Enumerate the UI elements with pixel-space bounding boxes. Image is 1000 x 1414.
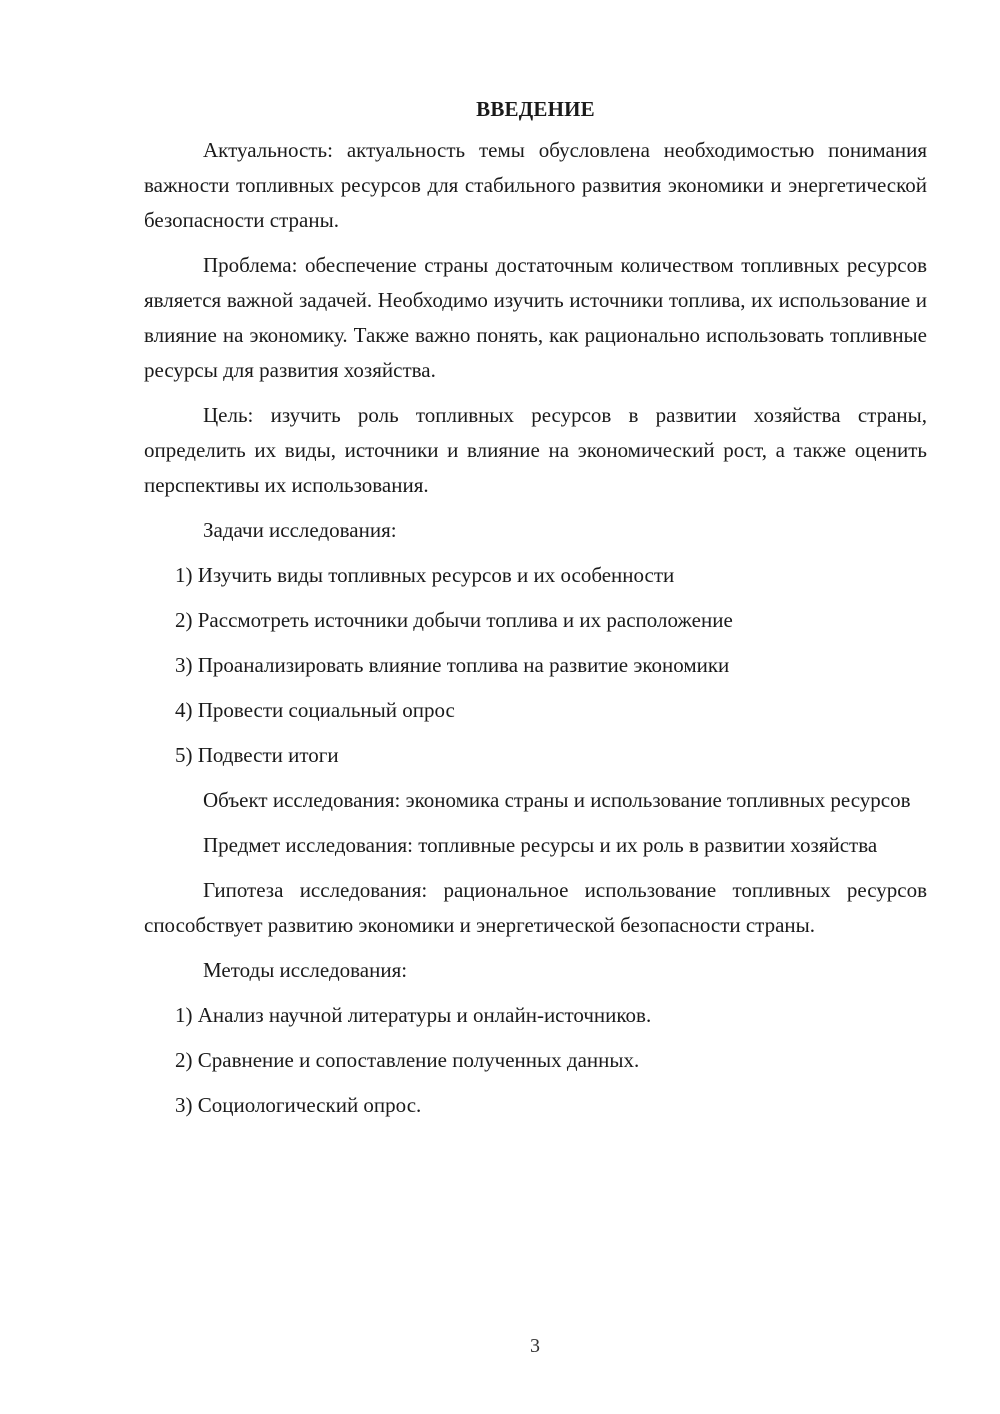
methods-list (144, 998, 927, 1123)
task-item: 2) Рассмотреть источники добычи топлива и их расположение (175, 608, 733, 632)
method-item: 2) Сравнение и сопоставление полученных данных. (175, 1048, 640, 1072)
task-item: 1) Изучить виды топливных ресурсов и их особенности (175, 563, 675, 587)
tasks-heading: Задачи исследования: (203, 518, 397, 542)
goal-paragraph: Цель: изучить роль топливных ресурсов в развитии хозяйства страны, определить их виды, источники и влияние на экономический рост, а также оценить перспективы их использования. (144, 403, 927, 497)
method-item: 3) Социологический опрос. (175, 1093, 422, 1117)
methods-heading: Методы исследования: (203, 958, 408, 982)
task-item: 3) Проанализировать влияние топлива на развитие экономики (175, 653, 730, 677)
problem-paragraph: Проблема: обеспечение страны достаточным количеством топливных ресурсов является важной задачей. Необходимо изучить источники топлива, их использование и влияние на экономику. Также важно понять, как рационально использовать топливные ресурсы для развития хозяйства. (144, 253, 927, 382)
tasks-list (144, 558, 927, 773)
task-item: 5) Подвести итоги (175, 743, 339, 767)
hypothesis-paragraph: Гипотеза исследования: рациональное использование топливных ресурсов способствует развитию экономики и энергетической безопасности страны. (144, 878, 927, 937)
page-number: 3 (530, 1335, 540, 1357)
task-item: 4) Провести социальный опрос (175, 698, 455, 722)
method-item: 1) Анализ научной литературы и онлайн-источников. (175, 1003, 652, 1027)
page-content (144, 92, 927, 1133)
object-paragraph: Объект исследования: экономика страны и использование топливных ресурсов (203, 788, 911, 812)
relevance-paragraph: Актуальность: актуальность темы обусловлена необходимостью понимания важности топливных ресурсов для стабильного развития экономики и энергетической безопасности страны. (144, 138, 927, 232)
section-title: ВВЕДЕНИЕ (476, 97, 595, 121)
subject-paragraph: Предмет исследования: топливные ресурсы и их роль в развитии хозяйства (203, 833, 878, 857)
